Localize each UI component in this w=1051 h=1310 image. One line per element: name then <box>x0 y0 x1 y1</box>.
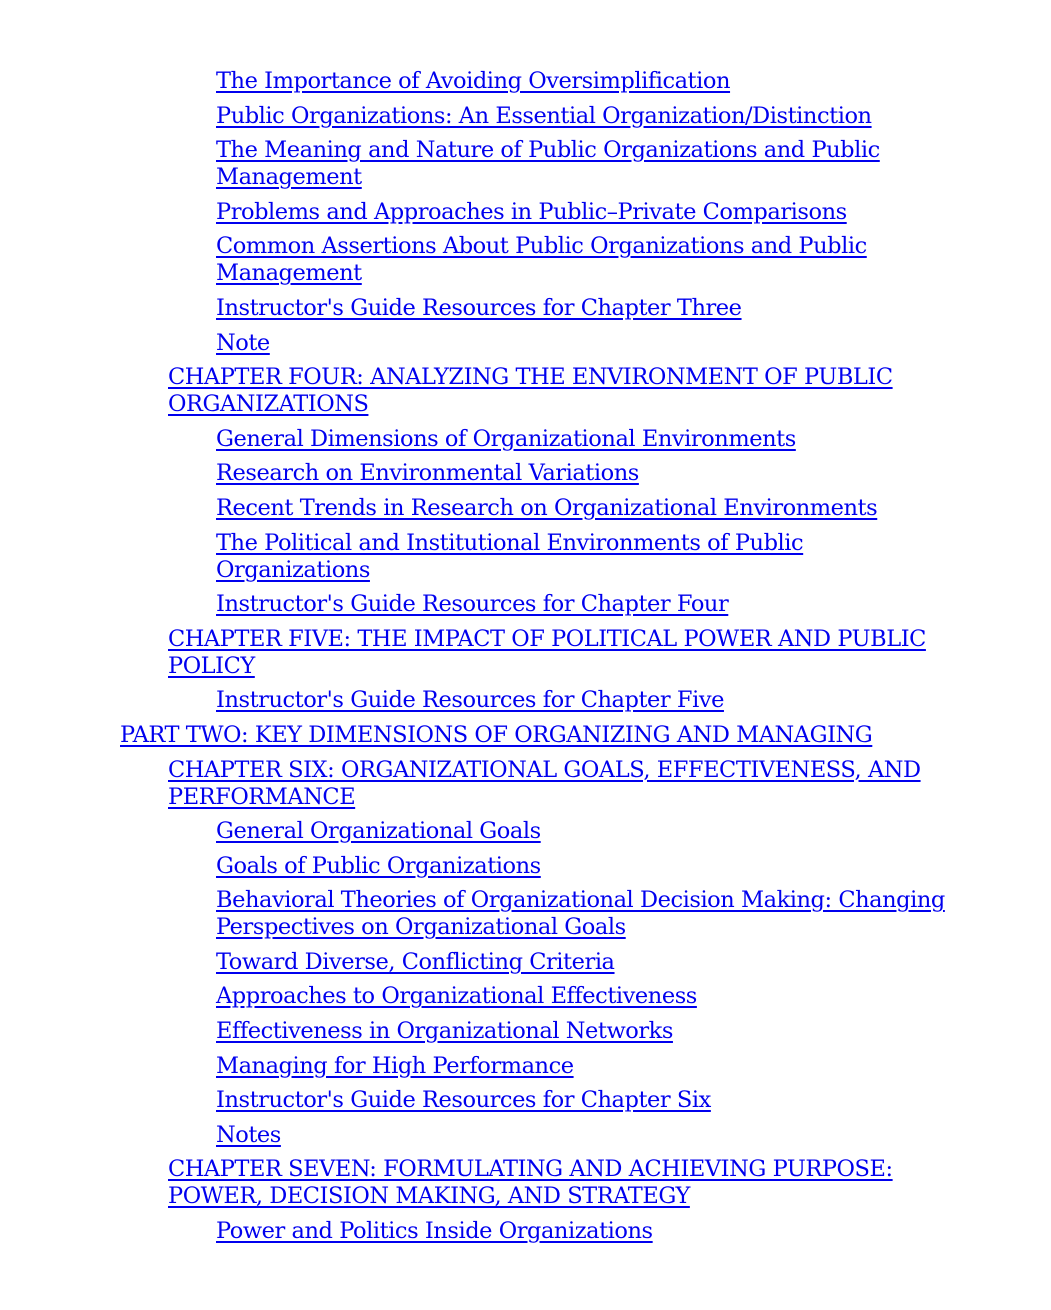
toc-section-link[interactable]: Toward Diverse, Conflicting Criteria <box>216 948 615 975</box>
toc-section-link[interactable]: Effectiveness in Organizational Networks <box>216 1018 673 1045</box>
toc-section-link[interactable]: General Organizational Goals <box>216 818 541 845</box>
toc-section-link[interactable]: Recent Trends in Research on Organizational Environments <box>216 494 878 521</box>
toc-section-link[interactable]: Note <box>216 329 270 356</box>
toc-section-link[interactable]: The Meaning and Nature of Public Organizations and Public Management <box>216 137 880 191</box>
toc-section-link[interactable]: Power and Politics Inside Organizations <box>216 1218 653 1245</box>
toc-section-link[interactable]: Common Assertions About Public Organizations and Public Management <box>216 233 867 287</box>
toc-section-link[interactable]: Approaches to Organizational Effectiveness <box>216 983 697 1010</box>
toc-section-link[interactable]: The Political and Institutional Environments of Public Organizations <box>216 529 804 583</box>
toc-section-link[interactable]: Instructor's Guide Resources for Chapter Four <box>216 591 729 618</box>
toc-section-link[interactable]: Instructor's Guide Resources for Chapter Five <box>216 687 724 714</box>
toc-chapter-link[interactable]: CHAPTER SEVEN: FORMULATING AND ACHIEVING PURPOSE: POWER, DECISION MAKING, AND STRATEGY <box>168 1156 893 1210</box>
toc-section-link[interactable]: Behavioral Theories of Organizational Decision Making: Changing Perspectives on Organizational Goals <box>216 887 945 941</box>
toc-chapter-link[interactable]: CHAPTER FOUR: ANALYZING THE ENVIRONMENT OF PUBLIC ORGANIZATIONS <box>168 364 893 418</box>
toc-section-link[interactable]: Instructor's Guide Resources for Chapter Three <box>216 294 742 321</box>
toc-section-link[interactable]: Notes <box>216 1121 281 1148</box>
toc-section-link[interactable]: Instructor's Guide Resources for Chapter Six <box>216 1087 711 1114</box>
toc-section-link[interactable]: Goals of Public Organizations <box>216 852 541 879</box>
toc-part-link[interactable]: PART TWO: KEY DIMENSIONS OF ORGANIZING AND MANAGING <box>120 721 873 748</box>
toc-section-link[interactable]: General Dimensions of Organizational Environments <box>216 425 796 452</box>
toc-section-link[interactable]: Managing for High Performance <box>216 1052 574 1079</box>
toc-section-link[interactable]: Research on Environmental Variations <box>216 460 639 487</box>
toc-chapter-link[interactable]: CHAPTER FIVE: THE IMPACT OF POLITICAL POWER AND PUBLIC POLICY <box>168 625 926 679</box>
toc-chapter-link[interactable]: CHAPTER SIX: ORGANIZATIONAL GOALS, EFFECTIVENESS, AND PERFORMANCE <box>168 756 921 810</box>
table-of-contents <box>0 68 1051 1253</box>
toc-section-link[interactable]: Problems and Approaches in Public–Private Comparisons <box>216 198 847 225</box>
toc-section-link[interactable]: Public Organizations: An Essential Organization/Distinction <box>216 102 872 129</box>
toc-section-link[interactable]: The Importance of Avoiding Oversimplification <box>216 68 731 94</box>
